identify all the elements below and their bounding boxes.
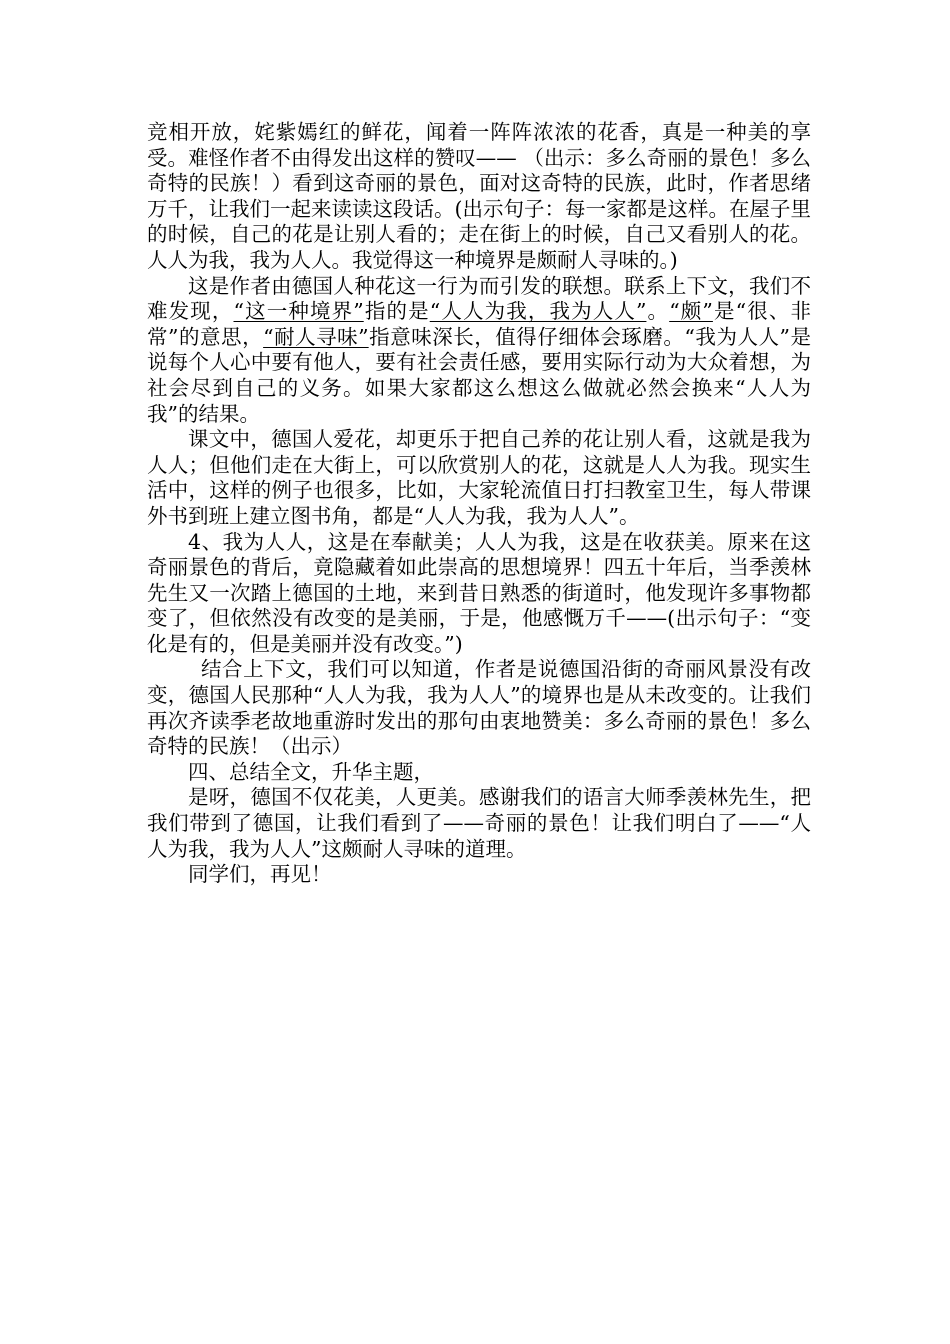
paragraph-text: 这是作者由德国人种花这一行为而引发的联想。联系上下文，我们不难发现， <box>147 273 811 324</box>
paragraph-text: 。 <box>646 299 670 324</box>
paragraph-summary: 是呀，德国不仅花美，人更美。感谢我们的语言大师季羡林先生，把我们带到了德国，让我们看到了——奇丽的景色！让我们明白了——“人人为我，我为人人”这颇耐人寻味的道理。 <box>147 785 811 861</box>
paragraph-text: 指意味深长，值得仔细体会琢磨。“我为人人”是说每个人心中要有他人，要有社会责任感，要用实际行动为大众着想，为社会尽到自己的义务。如果大家都这么想这么做就必然会换来“人人为我”的结果。 <box>147 324 812 426</box>
paragraph-farewell: 同学们，再见！ <box>188 862 332 887</box>
paragraph-conclusion: 结合上下文，我们可以知道，作者是说德国沿街的奇丽风景没有改变，德国人民那种“人人为我，我为人人”的境界也是从未改变的。让我们再次齐读季老故地重游时发出的那句由衷地赞美：多么奇丽的景色！多么奇特的民族！（出示） <box>147 657 811 759</box>
paragraph-section-4: 4、我为人人，这是在奉献美；人人为我，这是在收获美。原来在这奇丽景色的背后，竟隐藏着如此崇高的思想境界！四五十年后，当季羡林先生又一次踏上德国的土地，来到昔日熟悉的街道时，他发现许多事物都变了，但依然没有改变的是美丽，于是，他感慨万千——(出示句子：“变化是有的，但是美丽并没有改变。”) <box>147 529 811 656</box>
underlined-phrase-jingjie: “这一种境界” <box>233 299 364 324</box>
document-body <box>147 120 811 888</box>
paragraph-text: 指的是 <box>363 299 430 324</box>
paragraph-explanation <box>147 274 811 428</box>
underlined-phrase-renren: “人人为我，我为人人” <box>429 299 647 324</box>
paragraph-example: 课文中，德国人爱花，却更乐于把自己养的花让别人看，这就是我为人人；但他们走在大街上，可以欣赏别人的花，这就是人人为我。现实生活中，这样的例子也很多，比如，大家轮流值日打扫教室卫生，每人带课外书到班上建立图书角，都是“人人为我，我为人人”。 <box>147 427 811 528</box>
underlined-phrase-xunwei: “耐人寻味” <box>263 324 369 349</box>
paragraph-text: 是“很、非常”的意思， <box>147 299 812 349</box>
section-heading-summary: 四、总结全文，升华主题， <box>188 759 434 784</box>
underlined-phrase-po: “颇” <box>669 299 713 324</box>
paragraph-continuation: 竞相开放，姹紫嫣红的鲜花，闻着一阵阵浓浓的花香，真是一种美的享受。难怪作者不由得发出这样的赞叹—— （出示：多么奇丽的景色！多么奇特的民族！）看到这奇丽的景色，面对这奇特的民族，此时，作者思绪万千，让我们一起来读读这段话。(出示句子：每一家都是这样。在屋子里的时候，自己的花是让别人看的；走在街上的时候，自己又看别人的花。人人为我，我为人人。我觉得这一种境界是颇耐人寻味的。) <box>147 120 811 272</box>
